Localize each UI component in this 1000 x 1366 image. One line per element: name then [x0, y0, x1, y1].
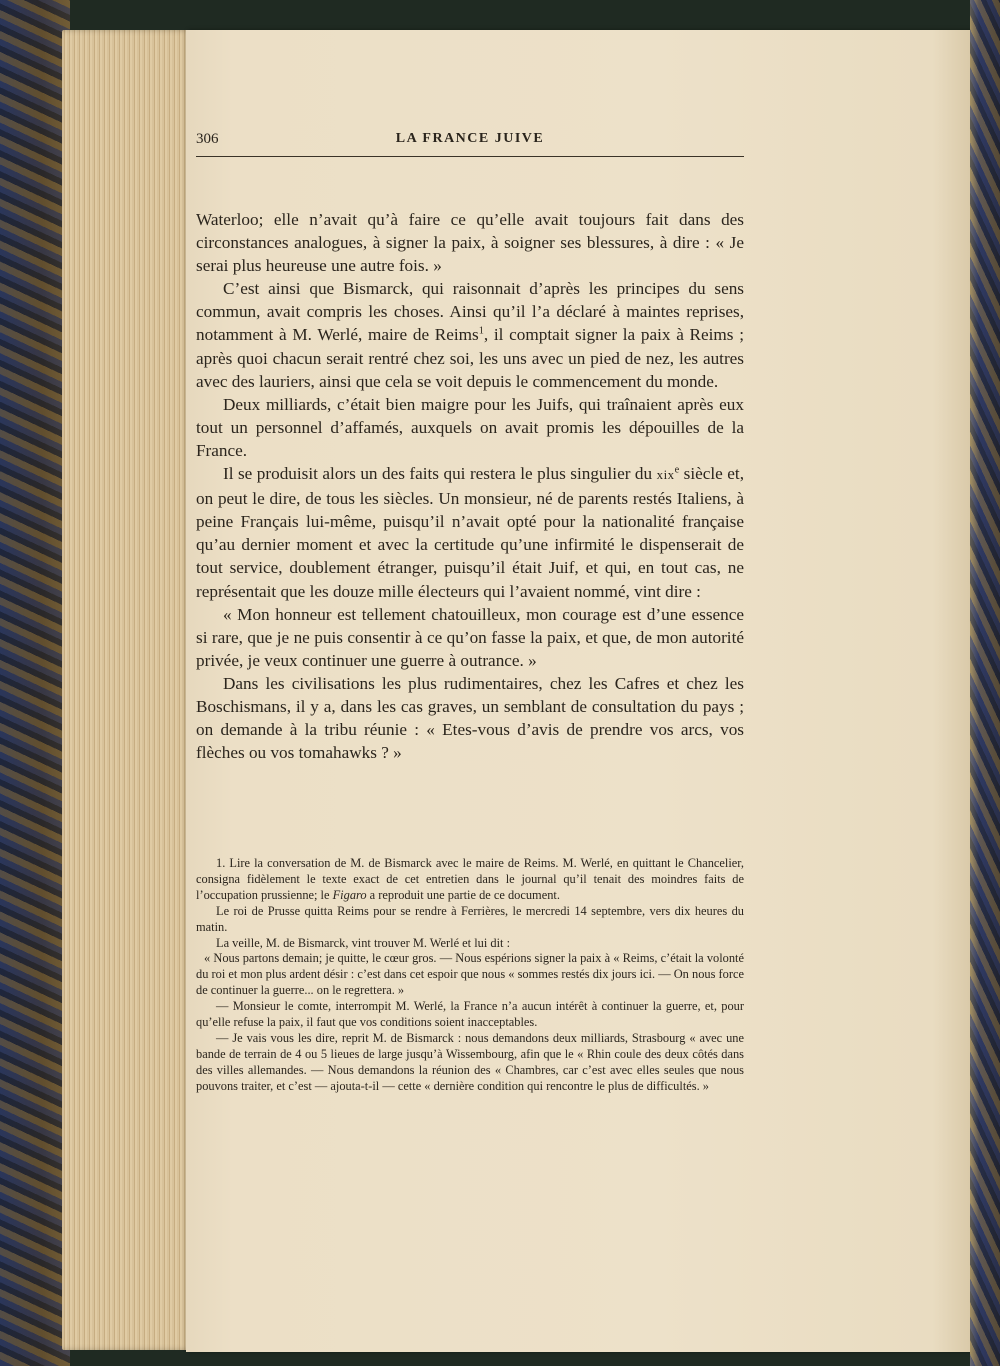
- footnote-paragraph-4: « Nous partons demain; je quitte, le cœur gros. — Nous espérions signer la paix à « Reims, c’était la volonté du roi et mon plus ardent désir : c’est dans cet espoir que nous « sommes restés dix jours ici. — On nous force de continuer la guerre... on le regrettera. »: [196, 951, 744, 998]
- paragraph-4-part-b: siècle et, on peut le dire, de tous les siècles. Un monsieur, né de parents restés Italiens, à peine Français lui-même, puisqu’il n’avait opté pour la nationalité française qu’au dernier moment et avec la certitude qu’une infirmité le dispenserait de tout service, doublement étranger, puisqu’il était Juif, et qui, en tout cas, ne représentait que les douze mille électeurs qui l’avaient nommé, vint dire :: [196, 464, 745, 601]
- footnotes: [196, 856, 744, 1095]
- paragraph-5: « Mon honneur est tellement chatouilleux, mon courage est d’une essence si rare, que je ne puis consentir à ce qu’on fasse la paix, et que, de mon autorité privée, je veux continuer une guerre à outrance. »: [196, 604, 744, 670]
- footnote-paragraph-2: Le roi de Prusse quitta Reims pour se rendre à Ferrières, le mercredi 14 septembre, vers dix heures du matin.: [196, 903, 744, 934]
- century-numeral: xix: [656, 468, 675, 483]
- footnote-paragraph-6: — Je vais vous les dire, reprit M. de Bismarck : nous demandons deux milliards, Strasbourg « avec une bande de terrain de 4 ou 5 lieues de large jusqu’à Wissembourg, afin que le « Rhin coule des deux côtés dans des villes allemandes. — Nous demandons la réunion des « Chambres, car c’est avec elles seules que nous pouvons traiter, et c’est — ajouta-t-il — cette « dernière condition qui rencontre le plus de difficultés. »: [196, 1030, 744, 1093]
- footnote-reference: 1: [478, 325, 484, 337]
- page-header: [196, 130, 744, 157]
- paragraph-4-part-a: Il se produisit alors un des faits qui restera le plus singulier du: [223, 464, 657, 484]
- footnote-paragraph-5: — Monsieur le comte, interrompit M. Werlé, la France n’a aucun intérêt à continuer la guerre, et, pour qu’elle refuse la paix, il faut que vos conditions soient inacceptables.: [196, 999, 744, 1030]
- footnote-1: [196, 856, 744, 904]
- paragraph-3: Deux milliards, c’était bien maigre pour les Juifs, qui traînaient après eux tout un personnel d’affamés, auxquels on avait promis les dépouilles de la France.: [196, 394, 744, 460]
- paragraph-2: [196, 277, 744, 392]
- footnote-1-italic: Figaro: [332, 887, 367, 902]
- century-suffix: e: [674, 464, 680, 476]
- running-head: LA FRANCE JUIVE: [395, 131, 545, 146]
- page-number: 306: [196, 131, 219, 147]
- footnote-paragraph-3: La veille, M. de Bismarck, vint trouver M. Werlé et lui dit :: [216, 935, 511, 950]
- footnote-1-part-b: a reproduit une partie de ce document.: [366, 887, 560, 902]
- main-text: [196, 208, 744, 764]
- book-cover-left: [0, 0, 70, 1366]
- paragraph-1: Waterloo; elle n’avait qu’à faire ce qu’elle avait toujours fait dans des circonstances analogues, à signer la paix, à soigner ses blessures, à dire : « Je serai plus heureuse une autre fois. »: [196, 210, 744, 276]
- paragraph-2-part-b: , il comptait signer la paix à Reims ; après quoi chacun serait rentré chez soi, les uns avec un pied de nez, les autres avec des lauriers, ainsi que cela se voit depuis le commencement du monde.: [196, 325, 744, 391]
- paragraph-2-part-a: C’est ainsi que Bismarck, qui raisonnait d’après les principes du sens commun, avait compris les choses. Ainsi qu’il l’a déclaré à maintes reprises, notamment à M. Werlé, maire de Reims: [196, 279, 744, 345]
- book-cover-right: [970, 0, 1000, 1366]
- paragraph-4: [196, 462, 744, 603]
- page-edges: [62, 30, 190, 1350]
- footnote-1-part-a: 1. Lire la conversation de M. de Bismarck avec le maire de Reims. M. Werlé, en quittant le Chancelier, consigna fidèlement le texte exact de cet entretien dans le journal qu’il tenait des moindres faits de l’occupation prussienne; le: [196, 856, 744, 902]
- paragraph-6: Dans les civilisations les plus rudimentaires, chez les Cafres et chez les Boschismans, il y a, dans les cas graves, un semblant de consultation du pays ; on demande à la tribu réunie : « Etes-vous d’avis de prendre vos arcs, vos flèches ou vos tomahawks ? »: [196, 673, 744, 763]
